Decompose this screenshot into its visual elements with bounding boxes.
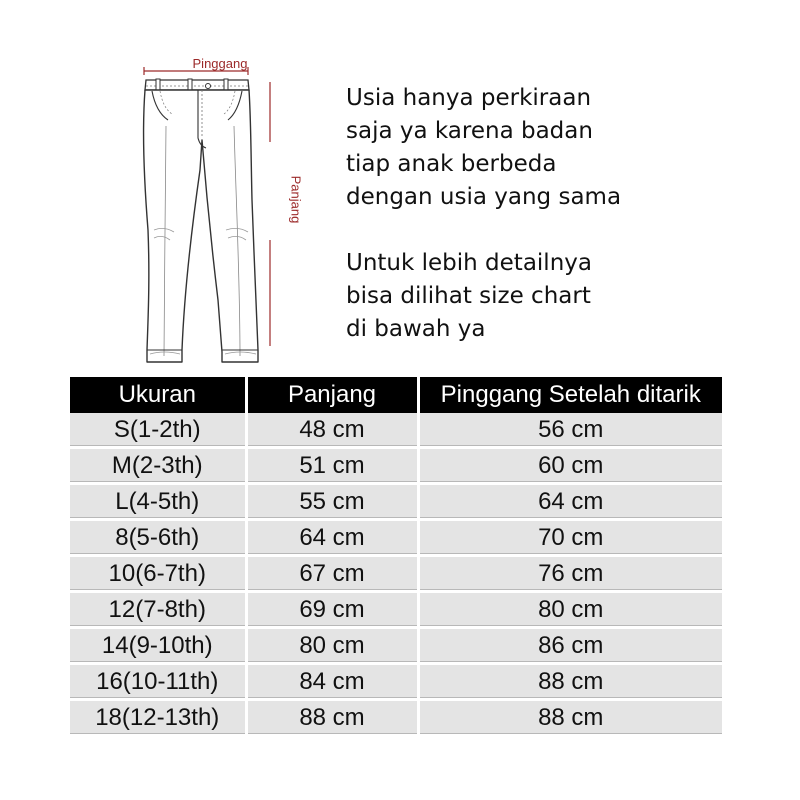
table-row <box>70 664 722 700</box>
note-line: Usia hanya perkiraan <box>346 85 592 111</box>
cell-size: 8(5-6th) <box>70 520 246 556</box>
table-row <box>70 448 722 484</box>
paragraph-gap <box>346 214 786 247</box>
table-row <box>70 700 722 736</box>
cell-waist: 64 cm <box>418 484 722 520</box>
cell-length: 84 cm <box>246 664 418 700</box>
cell-waist: 88 cm <box>418 664 722 700</box>
waist-label: Pinggang <box>192 56 248 71</box>
table-row <box>70 628 722 664</box>
cell-waist: 56 cm <box>418 413 722 448</box>
pants-illustration <box>130 50 310 370</box>
cell-length: 55 cm <box>246 484 418 520</box>
cell-waist: 88 cm <box>418 700 722 736</box>
table-row <box>70 556 722 592</box>
cell-length: 64 cm <box>246 520 418 556</box>
cell-size: 12(7-8th) <box>70 592 246 628</box>
note-line: Untuk lebih detailnya <box>346 250 592 276</box>
pants-icon <box>130 50 310 370</box>
length-label: Panjang <box>288 175 304 224</box>
note-line: tiap anak berbeda <box>346 151 557 177</box>
header-size: Ukuran <box>70 377 246 413</box>
note-line: bisa dilihat size chart <box>346 283 591 309</box>
size-notes <box>346 82 786 346</box>
cell-waist: 60 cm <box>418 448 722 484</box>
table-row <box>70 484 722 520</box>
note-line: dengan usia yang sama <box>346 184 622 210</box>
cell-size: L(4-5th) <box>70 484 246 520</box>
table-row <box>70 520 722 556</box>
cell-length: 51 cm <box>246 448 418 484</box>
cell-size: 18(12-13th) <box>70 700 246 736</box>
size-chart-table <box>70 377 722 737</box>
cell-length: 48 cm <box>246 413 418 448</box>
cell-length: 88 cm <box>246 700 418 736</box>
cell-waist: 80 cm <box>418 592 722 628</box>
note-line: saja ya karena badan <box>346 118 593 144</box>
cell-size: 16(10-11th) <box>70 664 246 700</box>
cell-length: 80 cm <box>246 628 418 664</box>
header-length: Panjang <box>246 377 418 413</box>
cell-size: S(1-2th) <box>70 413 246 448</box>
cell-waist: 76 cm <box>418 556 722 592</box>
cell-length: 67 cm <box>246 556 418 592</box>
table-row <box>70 413 722 448</box>
cell-waist: 86 cm <box>418 628 722 664</box>
cell-size: M(2-3th) <box>70 448 246 484</box>
cell-size: 10(6-7th) <box>70 556 246 592</box>
cell-waist: 70 cm <box>418 520 722 556</box>
table-header-row <box>70 377 722 413</box>
cell-length: 69 cm <box>246 592 418 628</box>
table-row <box>70 592 722 628</box>
cell-size: 14(9-10th) <box>70 628 246 664</box>
header-waist: Pinggang Setelah ditarik <box>418 377 722 413</box>
note-line: di bawah ya <box>346 316 486 342</box>
